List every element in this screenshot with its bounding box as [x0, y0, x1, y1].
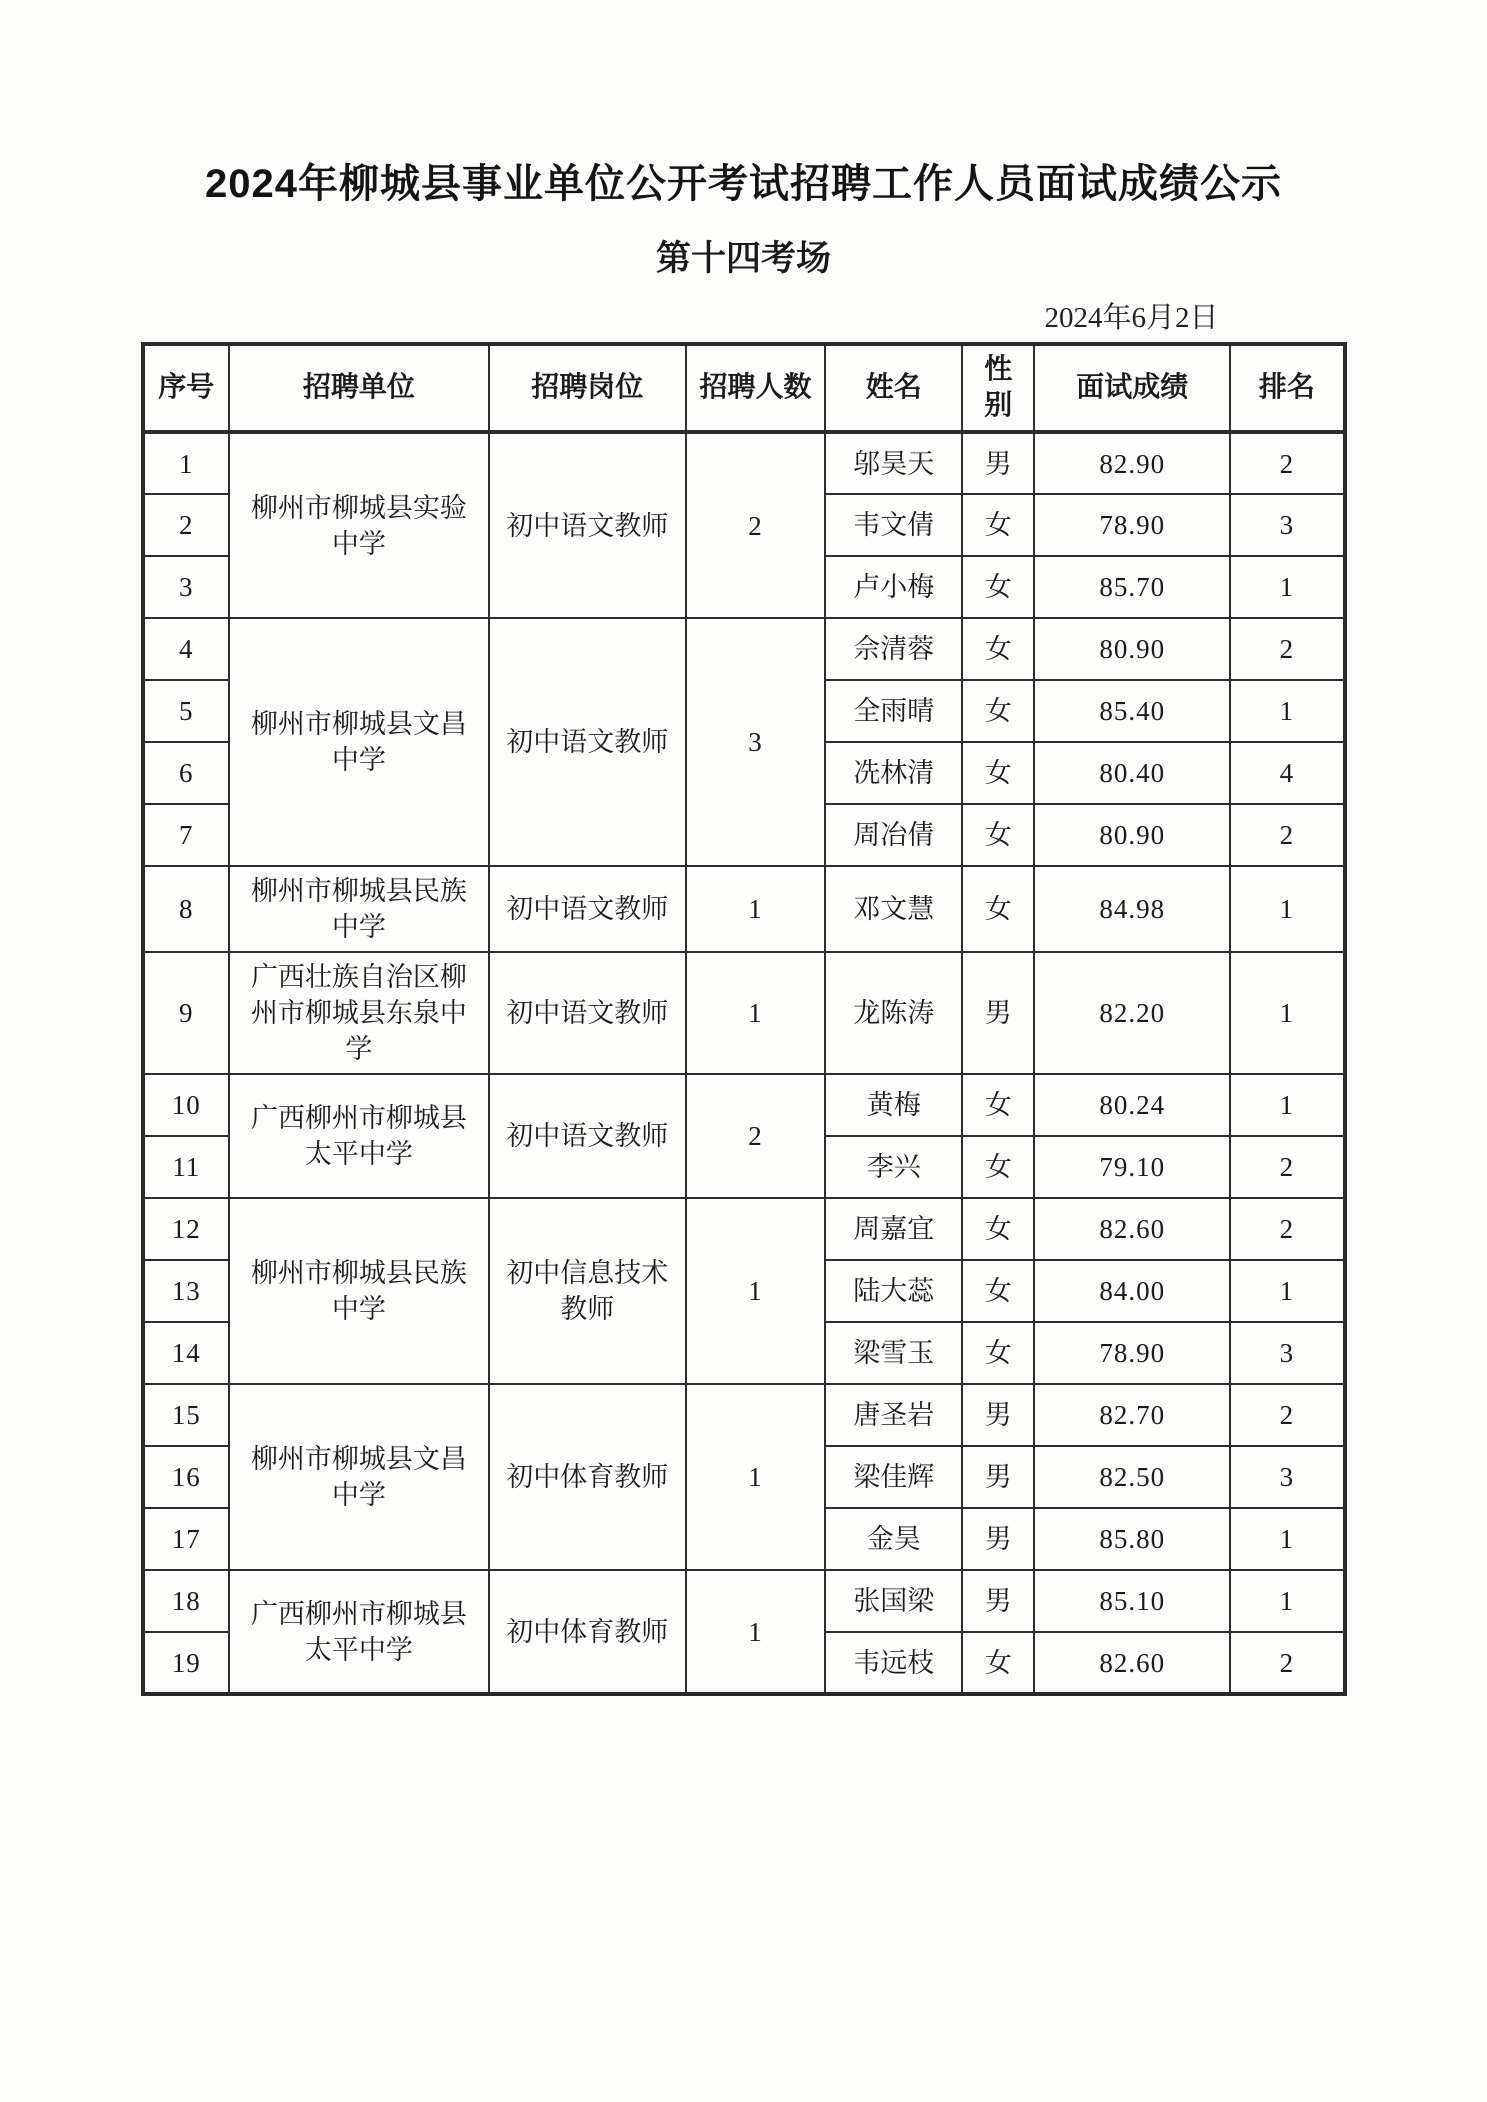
- cell-recruiting-unit: 广西壮族自治区柳州市柳城县东泉中学: [229, 952, 489, 1074]
- cell-quota: 3: [686, 618, 825, 866]
- table-row: [143, 1074, 1345, 1136]
- cell-quota: 1: [686, 1384, 825, 1570]
- cell-serial-number: 6: [143, 742, 230, 804]
- cell-rank: 2: [1230, 1632, 1344, 1694]
- cell-candidate-name: 梁佳辉: [825, 1446, 962, 1508]
- cell-rank: 4: [1230, 742, 1344, 804]
- cell-rank: 1: [1230, 866, 1344, 952]
- page-title: 2024年柳城县事业单位公开考试招聘工作人员面试成绩公示: [205, 162, 1282, 206]
- cell-position: 初中语文教师: [489, 618, 686, 866]
- cell-rank: 3: [1230, 1322, 1344, 1384]
- column-header: 招聘人数: [686, 344, 825, 432]
- cell-gender: 女: [962, 742, 1034, 804]
- cell-gender: 女: [962, 804, 1034, 866]
- cell-quota: 1: [686, 866, 825, 952]
- cell-quota: 1: [686, 1570, 825, 1694]
- cell-rank: 2: [1230, 1384, 1344, 1446]
- cell-gender: 女: [962, 556, 1034, 618]
- table-row: [143, 618, 1345, 680]
- cell-candidate-name: 黄梅: [825, 1074, 962, 1136]
- cell-serial-number: 11: [143, 1136, 230, 1198]
- cell-serial-number: 12: [143, 1198, 230, 1260]
- cell-gender: 女: [962, 618, 1034, 680]
- cell-gender: 男: [962, 1384, 1034, 1446]
- cell-rank: 3: [1230, 1446, 1344, 1508]
- cell-recruiting-unit: 柳州市柳城县民族中学: [229, 866, 489, 952]
- cell-gender: 女: [962, 680, 1034, 742]
- cell-serial-number: 14: [143, 1322, 230, 1384]
- cell-position: 初中语文教师: [489, 952, 686, 1074]
- cell-serial-number: 5: [143, 680, 230, 742]
- cell-serial-number: 18: [143, 1570, 230, 1632]
- cell-position: 初中语文教师: [489, 432, 686, 618]
- cell-recruiting-unit: 广西柳州市柳城县太平中学: [229, 1074, 489, 1198]
- interview-score-table: [141, 342, 1347, 1696]
- column-header: 面试成绩: [1034, 344, 1230, 432]
- document-date: 2024年6月2日: [1044, 302, 1219, 334]
- cell-rank: 1: [1230, 1074, 1344, 1136]
- column-header: 性别: [962, 344, 1034, 432]
- cell-rank: 1: [1230, 556, 1344, 618]
- table-row: [143, 866, 1345, 952]
- cell-interview-score: 79.10: [1034, 1136, 1230, 1198]
- cell-recruiting-unit: 柳州市柳城县民族中学: [229, 1198, 489, 1384]
- cell-candidate-name: 周冶倩: [825, 804, 962, 866]
- cell-candidate-name: 唐圣岩: [825, 1384, 962, 1446]
- cell-interview-score: 82.20: [1034, 952, 1230, 1074]
- cell-gender: 男: [962, 1508, 1034, 1570]
- cell-candidate-name: 佘清蓉: [825, 618, 962, 680]
- cell-gender: 女: [962, 1632, 1034, 1694]
- cell-quota: 1: [686, 1198, 825, 1384]
- cell-rank: 1: [1230, 1508, 1344, 1570]
- cell-recruiting-unit: 柳州市柳城县实验中学: [229, 432, 489, 618]
- cell-serial-number: 9: [143, 952, 230, 1074]
- cell-interview-score: 80.24: [1034, 1074, 1230, 1136]
- column-header: 姓名: [825, 344, 962, 432]
- cell-rank: 2: [1230, 1136, 1344, 1198]
- cell-quota: 2: [686, 432, 825, 618]
- cell-interview-score: 85.70: [1034, 556, 1230, 618]
- cell-recruiting-unit: 柳州市柳城县文昌中学: [229, 1384, 489, 1570]
- cell-serial-number: 19: [143, 1632, 230, 1694]
- cell-candidate-name: 张国梁: [825, 1570, 962, 1632]
- cell-interview-score: 82.60: [1034, 1198, 1230, 1260]
- cell-rank: 1: [1230, 1570, 1344, 1632]
- cell-interview-score: 84.00: [1034, 1260, 1230, 1322]
- table-row: [143, 1570, 1345, 1632]
- table-row: [143, 1198, 1345, 1260]
- cell-serial-number: 15: [143, 1384, 230, 1446]
- cell-quota: 1: [686, 952, 825, 1074]
- cell-gender: 女: [962, 1322, 1034, 1384]
- cell-interview-score: 80.90: [1034, 804, 1230, 866]
- page-subtitle: 第十四考场: [655, 239, 831, 278]
- cell-interview-score: 78.90: [1034, 1322, 1230, 1384]
- cell-candidate-name: 李兴: [825, 1136, 962, 1198]
- cell-gender: 女: [962, 1198, 1034, 1260]
- cell-gender: 女: [962, 1074, 1034, 1136]
- cell-interview-score: 80.40: [1034, 742, 1230, 804]
- table-row: [143, 1384, 1345, 1446]
- cell-candidate-name: 龙陈涛: [825, 952, 962, 1074]
- cell-interview-score: 80.90: [1034, 618, 1230, 680]
- cell-interview-score: 85.40: [1034, 680, 1230, 742]
- cell-serial-number: 4: [143, 618, 230, 680]
- table-row: [143, 432, 1345, 494]
- cell-candidate-name: 梁雪玉: [825, 1322, 962, 1384]
- cell-serial-number: 17: [143, 1508, 230, 1570]
- cell-serial-number: 2: [143, 494, 230, 556]
- cell-interview-score: 82.90: [1034, 432, 1230, 494]
- cell-serial-number: 3: [143, 556, 230, 618]
- column-header: 排名: [1230, 344, 1344, 432]
- cell-interview-score: 82.70: [1034, 1384, 1230, 1446]
- cell-rank: 2: [1230, 804, 1344, 866]
- cell-rank: 2: [1230, 1198, 1344, 1260]
- cell-candidate-name: 邓文慧: [825, 866, 962, 952]
- table-header-row: [143, 344, 1345, 432]
- cell-quota: 2: [686, 1074, 825, 1198]
- cell-gender: 女: [962, 866, 1034, 952]
- table-row: [143, 952, 1345, 1074]
- cell-position: 初中语文教师: [489, 866, 686, 952]
- cell-serial-number: 8: [143, 866, 230, 952]
- cell-gender: 男: [962, 1570, 1034, 1632]
- cell-gender: 女: [962, 494, 1034, 556]
- cell-gender: 男: [962, 432, 1034, 494]
- cell-interview-score: 85.10: [1034, 1570, 1230, 1632]
- cell-rank: 1: [1230, 680, 1344, 742]
- cell-recruiting-unit: 广西柳州市柳城县太平中学: [229, 1570, 489, 1694]
- cell-interview-score: 84.98: [1034, 866, 1230, 952]
- cell-position: 初中信息技术教师: [489, 1198, 686, 1384]
- cell-candidate-name: 冼林清: [825, 742, 962, 804]
- cell-serial-number: 13: [143, 1260, 230, 1322]
- cell-serial-number: 1: [143, 432, 230, 494]
- cell-candidate-name: 陆大蕊: [825, 1260, 962, 1322]
- cell-serial-number: 16: [143, 1446, 230, 1508]
- cell-candidate-name: 全雨晴: [825, 680, 962, 742]
- cell-serial-number: 7: [143, 804, 230, 866]
- cell-candidate-name: 卢小梅: [825, 556, 962, 618]
- cell-gender: 男: [962, 952, 1034, 1074]
- cell-candidate-name: 金昊: [825, 1508, 962, 1570]
- cell-interview-score: 85.80: [1034, 1508, 1230, 1570]
- cell-interview-score: 82.60: [1034, 1632, 1230, 1694]
- cell-gender: 男: [962, 1446, 1034, 1508]
- cell-rank: 1: [1230, 952, 1344, 1074]
- column-header: 序号: [143, 344, 230, 432]
- cell-serial-number: 10: [143, 1074, 230, 1136]
- cell-gender: 女: [962, 1260, 1034, 1322]
- cell-interview-score: 78.90: [1034, 494, 1230, 556]
- cell-candidate-name: 邬昊天: [825, 432, 962, 494]
- cell-rank: 2: [1230, 432, 1344, 494]
- cell-gender: 女: [962, 1136, 1034, 1198]
- column-header: 招聘岗位: [489, 344, 686, 432]
- cell-position: 初中体育教师: [489, 1384, 686, 1570]
- cell-interview-score: 82.50: [1034, 1446, 1230, 1508]
- cell-rank: 1: [1230, 1260, 1344, 1322]
- column-header: 招聘单位: [229, 344, 489, 432]
- cell-candidate-name: 周嘉宜: [825, 1198, 962, 1260]
- cell-candidate-name: 韦文倩: [825, 494, 962, 556]
- cell-position: 初中语文教师: [489, 1074, 686, 1198]
- cell-candidate-name: 韦远枝: [825, 1632, 962, 1694]
- cell-position: 初中体育教师: [489, 1570, 686, 1694]
- cell-recruiting-unit: 柳州市柳城县文昌中学: [229, 618, 489, 866]
- cell-rank: 2: [1230, 618, 1344, 680]
- cell-rank: 3: [1230, 494, 1344, 556]
